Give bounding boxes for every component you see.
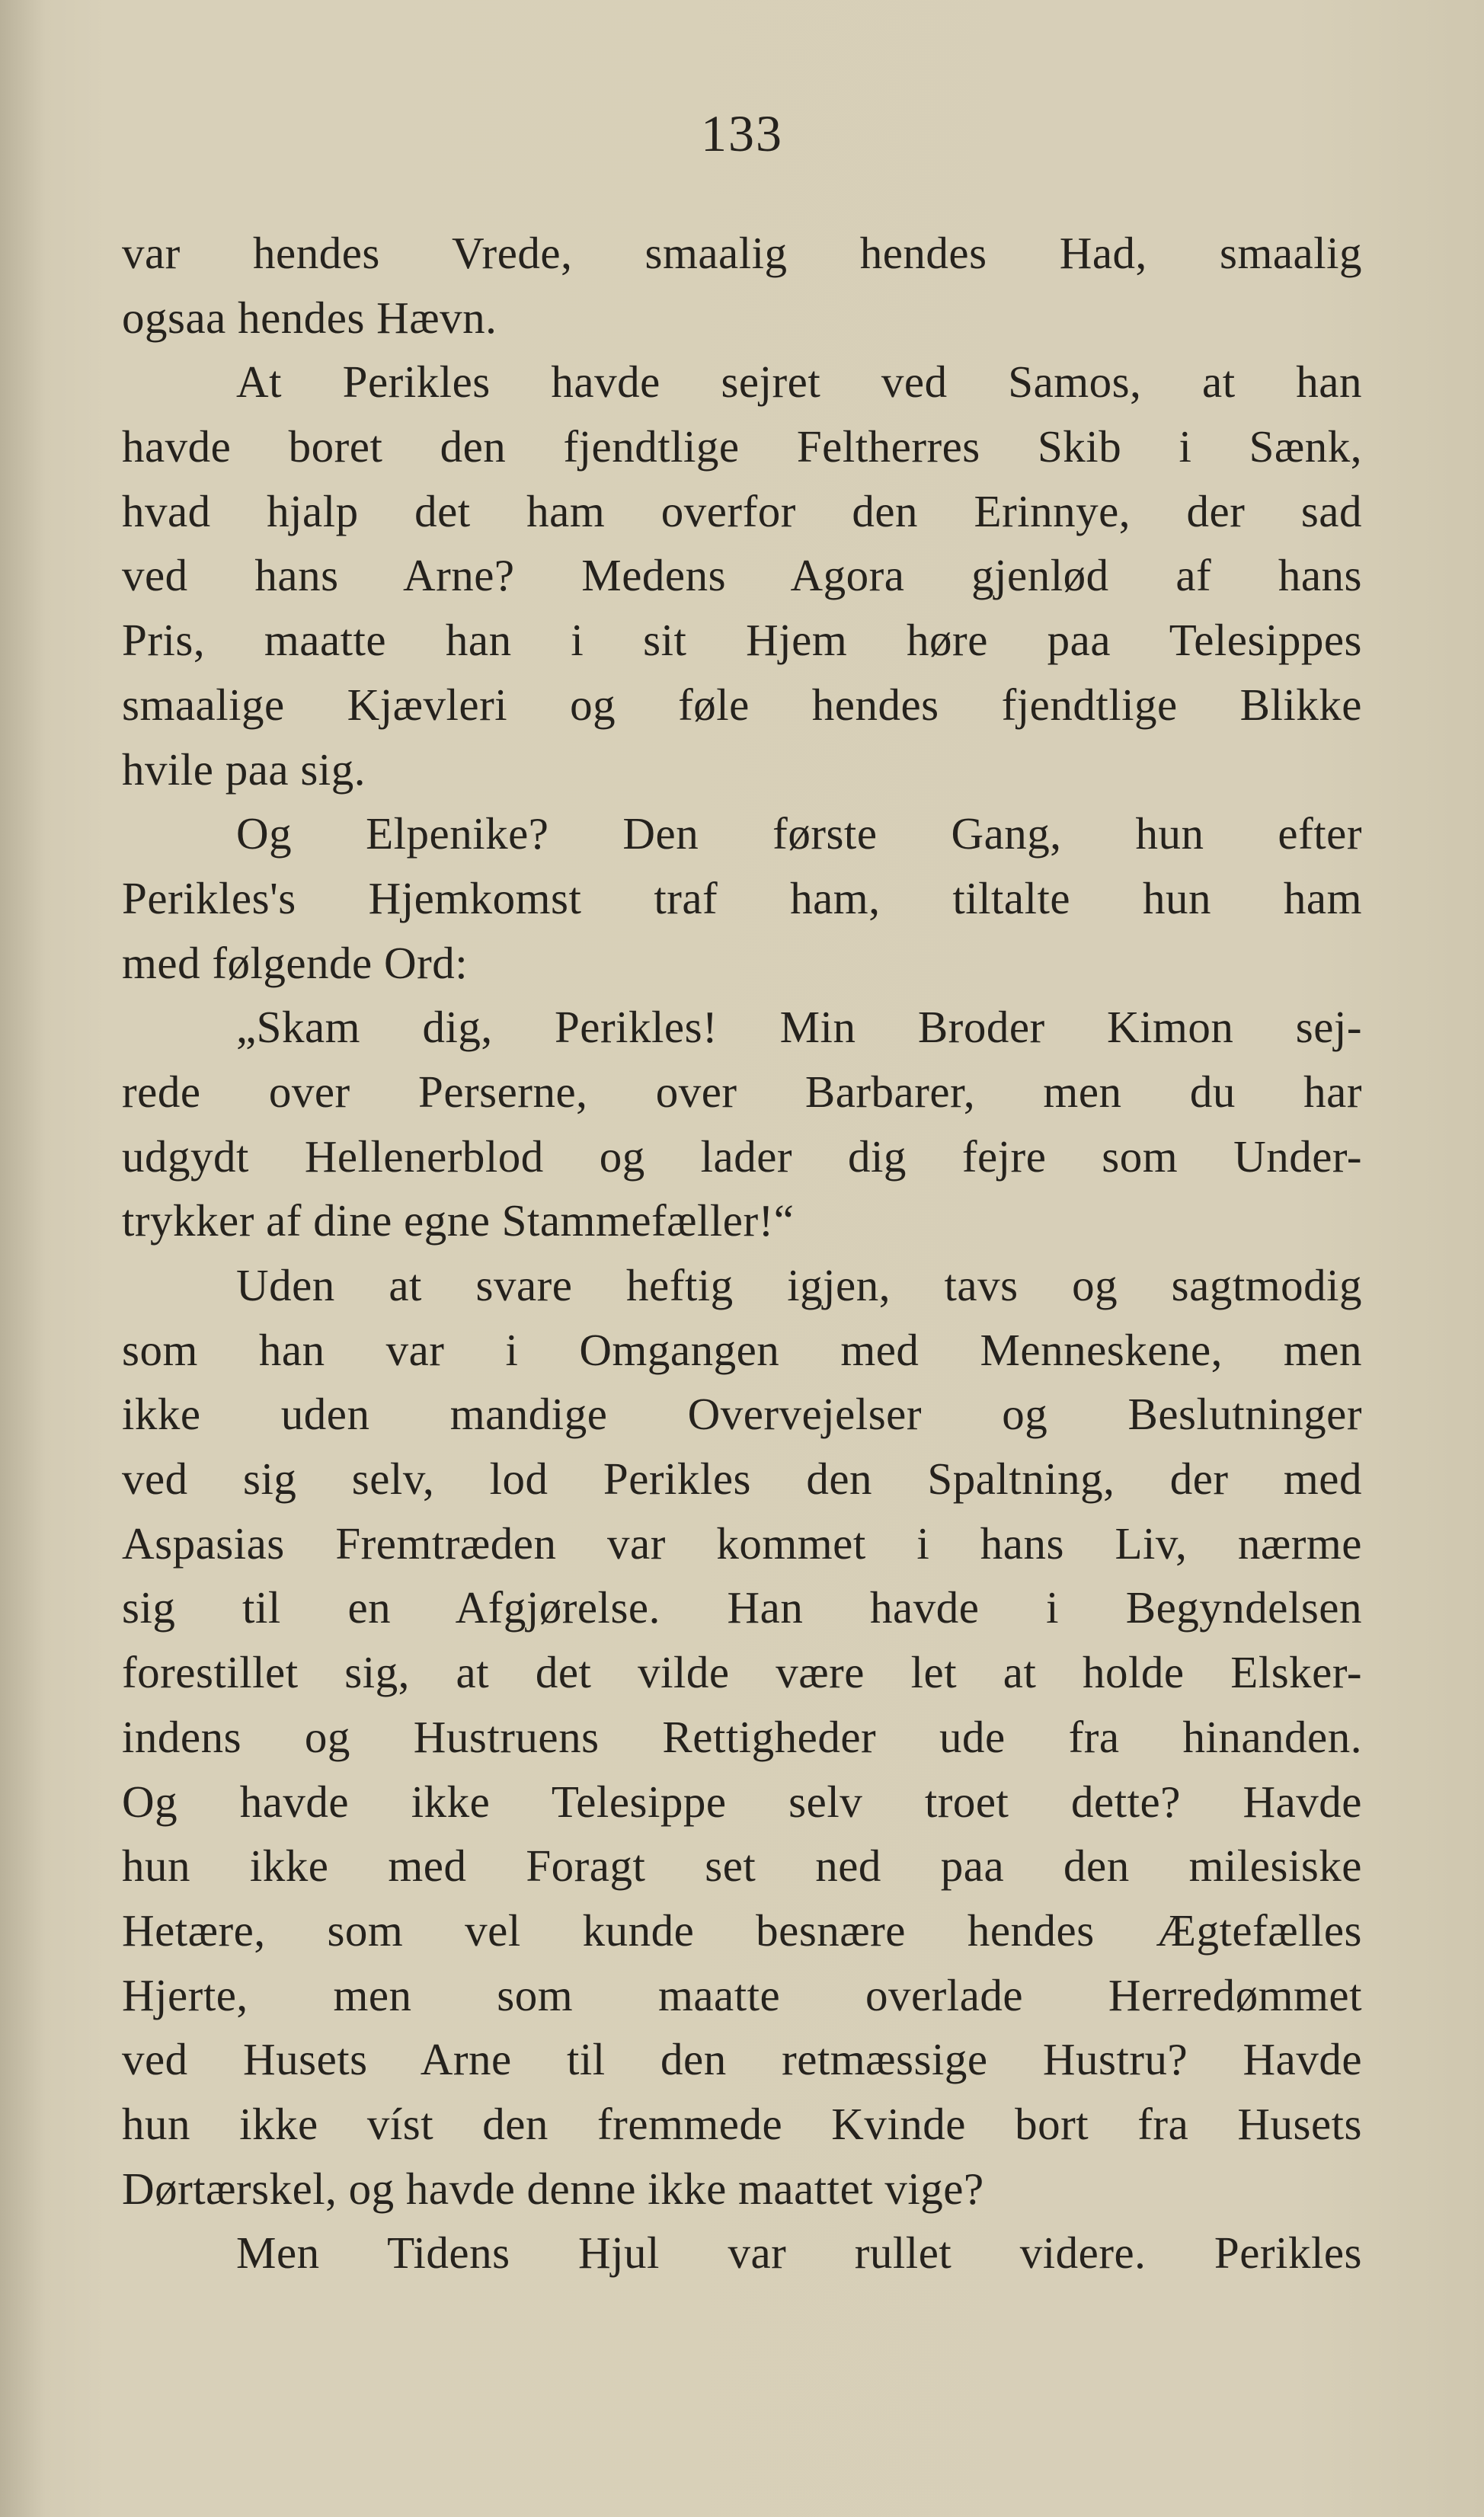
- text-line: ogsaa hendes Hævn.: [122, 292, 497, 343]
- text-line: udgydt Hellenerblod og lader dig fejre som Under-: [122, 1131, 1362, 1182]
- text-line: hvile paa sig.: [122, 744, 366, 795]
- text-line: Og Elpenike? Den første Gang, hun efter: [236, 808, 1362, 859]
- text-line: rede over Perserne, over Barbarer, men du har: [122, 1066, 1362, 1117]
- text-line: var hendes Vrede, smaalig hendes Had, smaalig: [122, 228, 1362, 278]
- text-line: Men Tidens Hjul var rullet videre. Perikles: [236, 2228, 1362, 2279]
- text-line: ved hans Arne? Medens Agora gjenlød af hans: [122, 550, 1362, 601]
- text-line: ved sig selv, lod Perikles den Spaltning, der med: [122, 1454, 1362, 1505]
- text-line: Pris, maatte han i sit Hjem høre paa Telesippes: [122, 615, 1362, 666]
- text-line: havde boret den fjendtlige Feltherres Skib i Sænk,: [122, 421, 1362, 472]
- text-line: med følgende Ord:: [122, 937, 469, 988]
- text-line: hun ikke med Foragt set ned paa den milesiske: [122, 1841, 1362, 1892]
- text-line: som han var i Omgangen med Menneskene, men: [122, 1324, 1362, 1375]
- text-line: Perikles's Hjemkomst traf ham, tiltalte hun ham: [122, 872, 1362, 923]
- text-line: ikke uden mandige Overvejelser og Beslutninger: [122, 1389, 1362, 1440]
- text-line: hun ikke víst den fremmede Kvinde bort fra Husets: [122, 2098, 1362, 2149]
- text-line: Og havde ikke Telesippe selv troet dette? Havde: [122, 1776, 1362, 1827]
- text-line: Hjerte, men som maatte overlade Herredømmet: [122, 1969, 1362, 2020]
- text-line: ved Husets Arne til den retmæssige Hustru? Havde: [122, 2034, 1362, 2085]
- text-line: hvad hjalp det ham overfor den Erinnye, der sad: [122, 485, 1362, 536]
- body-text: [122, 221, 1362, 2285]
- text-line: Hetære, som vel kunde besnære hendes Ægtefælles: [122, 1905, 1362, 1956]
- text-line: At Perikles havde sejret ved Samos, at han: [236, 357, 1362, 408]
- text-line: Dørtærskel, og havde denne ikke maattet vige?: [122, 2163, 984, 2214]
- text-line: Aspasias Fremtræden var kommet i hans Liv, nærme: [122, 1518, 1362, 1569]
- page-number: 133: [701, 104, 783, 162]
- text-line: sig til en Afgjørelse. Han havde i Begyndelsen: [122, 1582, 1362, 1633]
- text-line: smaalige Kjævleri og føle hendes fjendtlige Blikke: [122, 679, 1362, 730]
- text-line: trykker af dine egne Stammefæller!“: [122, 1195, 795, 1246]
- text-line: forestillet sig, at det vilde være let at holde Elsker-: [122, 1647, 1362, 1698]
- text-line: indens og Hustruens Rettigheder ude fra hinanden.: [122, 1711, 1362, 1762]
- text-line: „Skam dig, Perikles! Min Broder Kimon sej-: [236, 1002, 1362, 1053]
- text-line: Uden at svare heftig igjen, tavs og sagtmodig: [236, 1260, 1362, 1310]
